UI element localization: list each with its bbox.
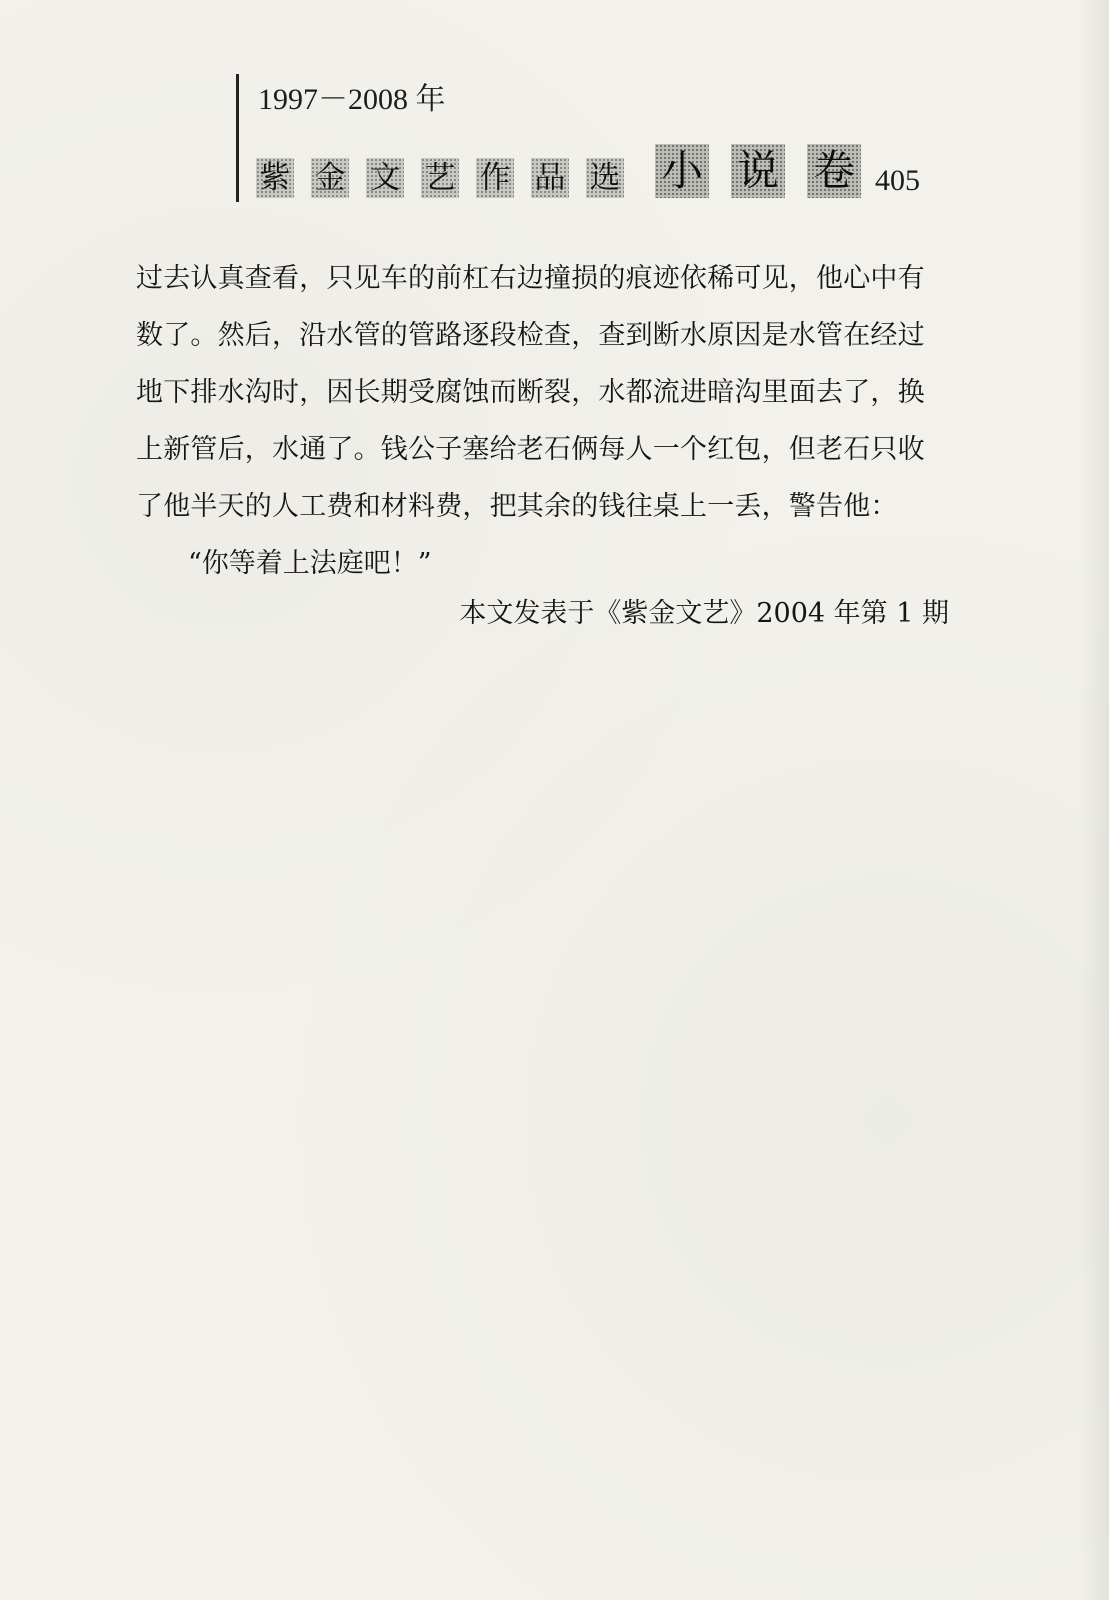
publication-note: 本文发表于《紫金文艺》2004 年第 1 期 — [459, 598, 949, 629]
volume-title-char: 卷 — [807, 144, 861, 198]
series-title-char: 艺 — [421, 158, 459, 198]
closing-quote: “你等着上法庭吧！” — [188, 548, 432, 579]
body-line: 了他半天的人工费和材料费，把其余的钱往桌上一丢，警告他： — [136, 491, 898, 522]
body-line: 过去认真查看，只见车的前杠右边撞损的痕迹依稀可见，他心中有 — [136, 263, 925, 294]
series-title-char: 作 — [476, 158, 514, 198]
volume-title-char: 小 — [655, 144, 709, 198]
page-edge-shadow — [1079, 0, 1109, 1600]
body-line: 地下排水沟时，因长期受腐蚀而断裂，水都流进暗沟里面去了，换 — [136, 377, 925, 408]
series-title-char: 文 — [366, 158, 404, 198]
volume-title-char: 说 — [731, 144, 785, 198]
series-title-char: 选 — [586, 158, 624, 198]
series-title-char: 品 — [531, 158, 569, 198]
body-line: 数了。然后，沿水管的管路逐段检查，查到断水原因是水管在经过 — [136, 320, 925, 351]
running-header — [256, 142, 920, 198]
body-line: 上新管后，水通了。钱公子塞给老石俩每人一个红包，但老石只收 — [136, 434, 925, 465]
series-title-char: 紫 — [256, 158, 294, 198]
series-title-char: 金 — [311, 158, 349, 198]
header-vertical-rule — [236, 74, 239, 202]
page-number: 405 — [875, 164, 920, 197]
header-years: 1997－2008 年 — [258, 83, 446, 116]
body-text — [136, 250, 946, 592]
